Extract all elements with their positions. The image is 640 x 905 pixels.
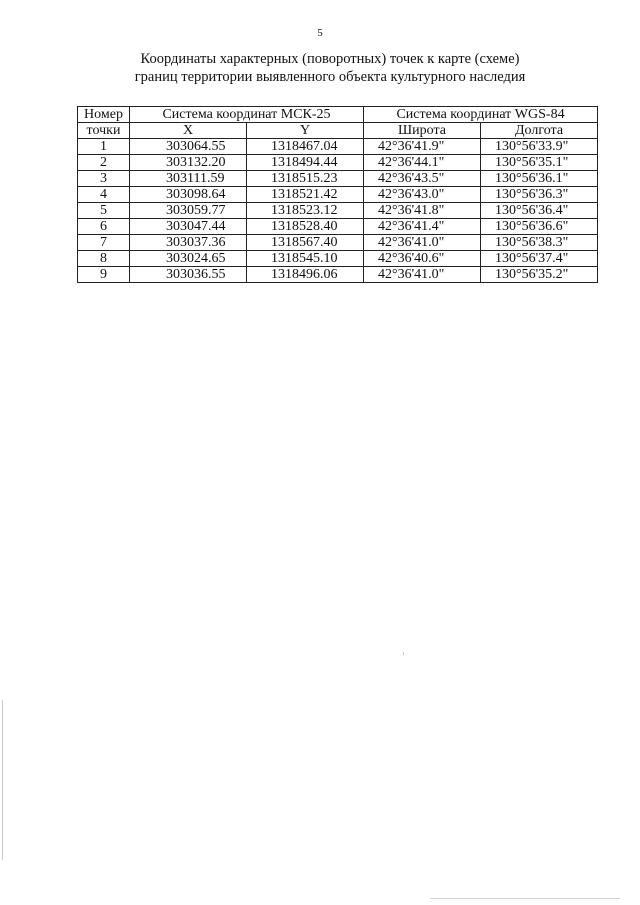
scan-artifact-left-edge (2, 700, 3, 860)
coord-latitude: 42°36'41.9" (364, 139, 481, 155)
point-number: 3 (78, 171, 130, 187)
table-row (78, 171, 598, 187)
coord-y: 1318496.06 (247, 267, 364, 283)
coord-y: 1318528.40 (247, 219, 364, 235)
coord-y: 1318515.23 (247, 171, 364, 187)
coord-latitude: 42°36'40.6" (364, 251, 481, 267)
header-latitude: Широта (364, 123, 481, 139)
header-number-line-2: точки (78, 123, 130, 139)
coord-longitude: 130°56'35.1" (481, 155, 598, 171)
header-y: Y (247, 123, 364, 139)
coordinates-table (77, 106, 598, 283)
point-number: 9 (78, 267, 130, 283)
table-row (78, 235, 598, 251)
coord-x: 303098.64 (130, 187, 247, 203)
scan-artifact-dot (403, 652, 404, 655)
coord-x: 303036.55 (130, 267, 247, 283)
coord-longitude: 130°56'35.2" (481, 267, 598, 283)
coord-y: 1318523.12 (247, 203, 364, 219)
header-longitude: Долгота (481, 123, 598, 139)
coord-longitude: 130°56'37.4" (481, 251, 598, 267)
point-number: 7 (78, 235, 130, 251)
coord-y: 1318494.44 (247, 155, 364, 171)
document-title-line-1: Координаты характерных (поворотных) точек к карте (схеме) (140, 51, 520, 67)
point-number: 4 (78, 187, 130, 203)
coord-latitude: 42°36'43.5" (364, 171, 481, 187)
coord-x: 303037.36 (130, 235, 247, 251)
table-row (78, 139, 598, 155)
coord-latitude: 42°36'43.0" (364, 187, 481, 203)
table-row (78, 251, 598, 267)
coord-x: 303059.77 (130, 203, 247, 219)
coord-longitude: 130°56'33.9" (481, 139, 598, 155)
coord-y: 1318567.40 (247, 235, 364, 251)
header-wgs-system: Система координат WGS-84 (364, 107, 598, 123)
table-header-row-1 (78, 107, 598, 123)
coord-latitude: 42°36'41.4" (364, 219, 481, 235)
coord-y: 1318521.42 (247, 187, 364, 203)
coord-y: 1318545.10 (247, 251, 364, 267)
page-number: 5 (317, 27, 323, 39)
coord-x: 303047.44 (130, 219, 247, 235)
header-msk-system: Система координат МСК-25 (130, 107, 364, 123)
coord-longitude: 130°56'36.3" (481, 187, 598, 203)
point-number: 1 (78, 139, 130, 155)
coord-latitude: 42°36'41.0" (364, 235, 481, 251)
table-row (78, 187, 598, 203)
document-title-line-2: границ территории выявленного объекта культурного наследия (134, 69, 526, 85)
coord-longitude: 130°56'36.6" (481, 219, 598, 235)
coord-x: 303132.20 (130, 155, 247, 171)
scan-artifact-bottom-line (430, 898, 620, 899)
coord-longitude: 130°56'36.4" (481, 203, 598, 219)
coord-x: 303064.55 (130, 139, 247, 155)
coord-latitude: 42°36'44.1" (364, 155, 481, 171)
table-row (78, 155, 598, 171)
point-number: 8 (78, 251, 130, 267)
document-title (60, 50, 600, 86)
coord-y: 1318467.04 (247, 139, 364, 155)
coord-latitude: 42°36'41.8" (364, 203, 481, 219)
table-header-row-2 (78, 123, 598, 139)
coord-latitude: 42°36'41.0" (364, 267, 481, 283)
point-number: 2 (78, 155, 130, 171)
point-number: 5 (78, 203, 130, 219)
table-row (78, 203, 598, 219)
coord-longitude: 130°56'38.3" (481, 235, 598, 251)
table-row (78, 267, 598, 283)
coord-x: 303111.59 (130, 171, 247, 187)
header-number-line-1: Номер (78, 107, 130, 123)
coord-x: 303024.65 (130, 251, 247, 267)
coord-longitude: 130°56'36.1" (481, 171, 598, 187)
header-x: X (130, 123, 247, 139)
point-number: 6 (78, 219, 130, 235)
table-row (78, 219, 598, 235)
